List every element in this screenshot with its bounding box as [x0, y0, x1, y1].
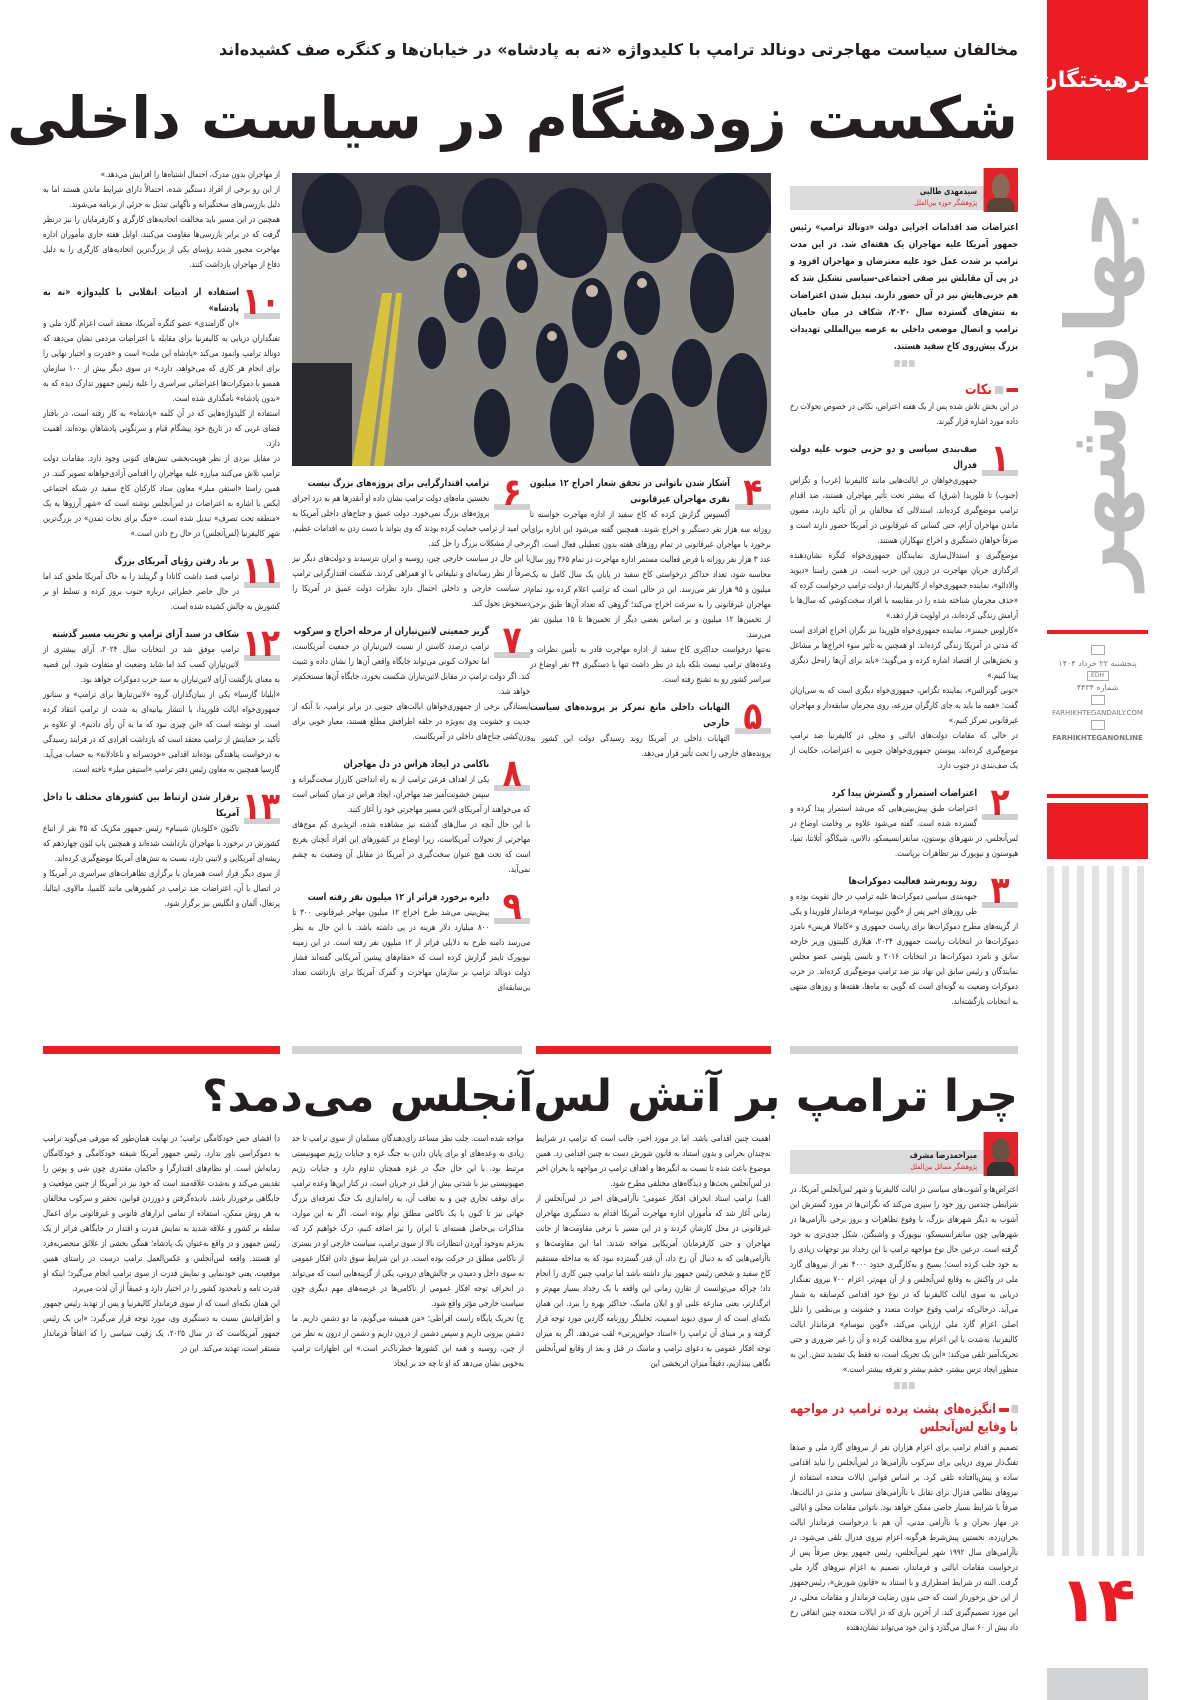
paragraph: آکسیوس گزارش کرده که کاخ سفید از اداره مهاجرت خواسته تا روزانه سه هزار نفر دستگیر و اخراج شوند. همچنین گفته می‌شود این اداره برای برخورد با مهاجران غیرقانونی در تمام روزهای هفته بدون تعطیلی فعال است. اگر عدد ۳ هزار نفر روزانه با فرض فعالیت مستمر اداره مهاجرت در تمام ۳۶۵ روز سال محاسبه شود، تعداد حداکثر درخواستی کاخ سفید در پایان یک سال کامل به یک میلیون و ۹۵ هزار نفر می‌رسد. این در حالی است که ترامپ اعلام کرده بود تمام مهاجران غیرقانونی را به سرعت اخراج می‌کند؛ گروهی که تعداد آن‌ها طبق برخی از تخمین‌ها ۱۲ میلیون و بر اساس بعضی دیگر از تخمین‌ها تا ۱۵ میلیون نفر می‌رسد. [530, 510, 771, 640]
section-number: ۴ [735, 476, 771, 510]
section-title: استفاده از ادبیات انقلابی با کلیدواژه «نه به پادشاه» [43, 287, 239, 314]
divider [1047, 630, 1148, 634]
section-title: بر باد رفتن رؤیای آمریکای بزرگ [114, 556, 239, 567]
paragraph: همچنین در این مسیر باید مخالفت اتحادیه‌های کارگری و کارفرمایان را نیز درنظر گرفت که در برابر بازرسی‌ها مقاومت می‌کنند. اوایل هفته جاری مأموران اداره مهاجرت مجبور شدند رؤسای یکی از بزرگ‌ترین اتحادیه‌های کارگری را به دلیل دفاع از مهاجران بازداشت کنند. [43, 215, 280, 270]
paragraph: مواجه شده است. جلب نظر مساعد رای‌دهندگان مسلمان از سوی ترامپ تا حد زیادی به وعده‌های او برای پایان دادن به جنگ غزه و جنایات رژیم صهیونیستی مرتبط بود. با این حال جنگ در غزه همچنان تداوم دارد و جنایات رژیم صهیونیستی نیز با شدتی بیش از قبل در جریان است. در کنار این‌ها وعده ترامپ برای توقف تجاری چین و به تعاقب آن، به راه‌اندازی یک جنگ تعرفه‌ای بزرگ جهانی نیز تا کنون با یک ناکامی مطلق توأم بوده است. اگر به این موارد، مذاکرات بی‌حاصل هسته‌ای با ایران را نیز اضافه کنیم، درک خواهیم کرد که به‌رغم به‌وجود آوردن انتظارات بالا از سوی ترامپ، سیاست خارجی او در بستری از ناکامی مطلق در حرکت بوده است. در این شرایط سوق دادن افکار عمومی به سوی داخل و دمیدن بر چالش‌های درونی، یکی از گزینه‌هایی است که می‌تواند در انحراف توجه افکار عمومی از ناکامی‌ها در عرصه‌های مهم دیگری چون سیاست خارجی مؤثر واقع شود. [292, 1134, 524, 1309]
article2-column-4 [43, 1132, 280, 1698]
author-photo [984, 1132, 1018, 1176]
section-title: ناکامی در ایجاد هراس در دل مهاجران [343, 759, 489, 770]
article-intro: اعتراض‌ها و آشوب‌های سیاسی در ایالت کالیفرنیا و شهر لس‌آنجلس آمریکا، در شرایطی چندمین روز خود را سپری می‌کند که نگرانی‌ها در مورد گسترش این آشوب به دیگر شهرهای بزرگ، با وقوع تظاهرات و بروز برخی ناآرامی‌ها در شهرهایی چون سانفرانسیسکو، نیویورک و واشنگتن، شکل جدی‌تری به خود گرفته است. درعین حال نوع مواجهه ترامپ با این رخداد نیز توجهات زیادی را به خود جلب کرده است؛ بسیج و به‌کارگیری حدود ۴۰۰۰ نفر از نیروهای گارد ملی در واکنش به وقایع لس‌آنجلس و از آن مهم‌تر، اعزام ۷۰۰ نیروی تفنگدار دریایی به سوی ایالت کالیفرنیا که در نوع خود اقدامی کم‌سابقه به شمار می‌آید. درحالی‌که ترامپ وقوع حوادث متعدد و خشونت و بی‌نظمی را دلیل اصلی اعزام گارد ملی ارزیابی می‌کند، «گوین نیوسام» فرماندار ایالت کالیفرنیا، به‌شدت با این اعزام نیرو مخالفت کرده و آن را غیر ضروری و حتی تحریک‌آمیز تلقی می‌کند: «این یک تحریک است، نه فقط یک تشدید تنش. این به منظور ایجاد ترس بیشتر، خشم بیشتر و تفرقه بیشتر است.» [790, 1185, 1018, 1375]
section-number: ۶ [494, 476, 530, 510]
paragraph: جبهه‌بندی سیاسی دموکرات‌ها علیه ترامپ در حال تقویت بوده و طی روزهای اخیر پس از «گوین نیوسام» فرماندار فلوریدا و یکی از گزینه‌های مطرح دموکرات‌ها برای ریاست جمهوری و «کامالا هریس» نامزد دموکرات‌ها در انتخابات ریاست جمهوری ۲۰۲۴، هیلاری کلینتون وزیر خارجه سابق و نامزد دموکرات‌ها در انتخابات ۲۰۱۶ و نانسی پلوسی عضو مجلس نمایندگان و رئیس سابق این نهاد نیز ضد ترامپ موضع‌گیری کرده‌اند. در حزب دموکرات وضعیت به گونه‌ای است که گویی به ماه‌ها، هفته‌ها و روزهای منتهی به انتخابات بازگشته‌اند. [790, 892, 1018, 1007]
author-photo [984, 168, 1018, 212]
issue-date: پنجشنبه ۲۲ خرداد ۱۴۰۴ [1058, 659, 1137, 668]
paragraph: ترامپ درصدد کاستن از نسبت لاتین‌تباران در جمعیت آمریکاست، اما تحولات کنونی می‌تواند جایگاه واقعی آن‌ها را نشان داده و تثبیت کند. اگر دولت ترامپ در مقابل لاتین‌تباران شکست بخورد، جایگاه آن‌ها مستحکم‌تر خواهد شد. [292, 642, 530, 697]
column-divider [536, 1046, 771, 1054]
article1-column-4 [43, 168, 280, 1042]
section-11 [43, 548, 280, 615]
paragraph: نخستین ماه‌های دولت ترامپ نشان داده او آنقدرها هم به درد اجرای پروژه‌های بزرگ نمی‌خورد. دولت عمیق و جناح‌های داخلی آمریکا به این امید از ترامپ حمایت کرده بودند که وی بتواند با دست زدن به اقدامات عظیم، برخی از مشکلات بزرگ را حل کند. [292, 494, 530, 549]
paragraph: «ان گارامندی» عضو کنگره آمریکا، معتقد است اعزام گارد ملی و تفنگداران دریایی به کالیفرنیا برای مقابله با اعتراضات مردمی نشان می‌دهد که دونالد ترامپ وانمود می‌کند «پادشاه این ملت» است و «قدرت و اختیار نهایی را برای انجام هر کاری که می‌خواهد، دارد.» در سوی دیگر بیش از ۱۰۰ سازمان همسو با دموکرات‌ها اعتراضاتی سراسری را علیه رئیس جمهور تدارک دیده که به «بدون پادشاه» نامگذاری شده است. [43, 319, 280, 404]
headline-kicker: مخالفان سیاست مهاجرتی دونالد ترامپ با کلیدواژه «نه به پادشاه» در خیابان‌ها و کنگره صف کشیده‌اند [218, 40, 1018, 59]
section-10 [43, 279, 280, 542]
paragraph: تاکنون «کلودیان شینبام» رئیس جمهور مکزیک که ۳۵ نفر از اتباع کشورش در برخورد با مهاجران بازداشت شده‌اند و همچنین پاپ لئون چهاردهم که ریشه‌ای آمریکایی و لاتینی دارد، نسبت به تنش‌های آمریکا موضع‌گیری کرده‌اند. [43, 824, 280, 864]
web-icon [1091, 695, 1105, 705]
section-title: آشکار شدن ناتوانی در تحقق شعار اخراج ۱۲ میلیون نفری مهاجران غیرقانونی [530, 478, 730, 505]
paragraph: از سوی دیگر قرار است همزمان با برگزاری تظاهرات‌های سراسری در آمریکا و در اتصال با آن، اعتراضات ضد ترامپ در کشورهایی مانند کلمبیا، مالاوی، ایتالیا، پرتغال، آلمان و انگلیس نیز برگزار شود. [43, 869, 280, 909]
divider [1047, 794, 1148, 798]
section-12 [43, 621, 280, 778]
column-divider [292, 1046, 522, 1054]
section-number: ۷ [494, 624, 530, 658]
issue-number: شماره ۴۴۳۴ [1076, 683, 1119, 692]
section-4 [530, 472, 771, 688]
separator-dots [790, 1382, 1018, 1397]
section-number: ۱۱ [241, 548, 280, 592]
section-5 [530, 694, 771, 762]
column-divider [43, 1046, 280, 1054]
paragraph: «کارلوس خیمنز»، نماینده جمهوری‌خواه فلوریدا نیز نگران اخراج افرادی است که مدتی در آمریکا زندگی کرده‌اند. او همچنین به تأثیر سوء اخراج‌ها بر مشاغل و بخش‌هایی از اقتصاد اشاره کرده و می‌گوید: «باید برای آن‌ها راه‌حل دیگری پیدا کنیم.» [790, 626, 1018, 681]
section-title: گریز جمعیتی لاتین‌تباران از مرحله اخراج و سرکوب [293, 626, 489, 637]
article2-column-3 [292, 1132, 524, 1698]
paragraph: یکی از اهداف فرعی ترامپ از به راه انداختن کارزار سخت‌گیرانه و سپس خشونت‌آمیز ضد مهاجران، ایجاد هراس در میان کسانی است که می‌خواهند از آمریکای لاتین مسیر مهاجرتی خود را آغاز کنند. [292, 775, 530, 815]
section-6 [292, 472, 530, 612]
section-number: ۲ [982, 786, 1018, 820]
section-2 [790, 780, 1018, 862]
separator-dots [790, 360, 1018, 375]
decorative-block [1047, 1668, 1148, 1700]
paragraph: ترامپ قصد داشت کانادا و گرینلند را به خاک آمریکا ملحق کند اما در حال حاضر خطراتی درباره جنوب بروز کرده و تسلط او بر کشورش به چالش کشیده شده است. [43, 572, 280, 612]
paragraph: ترامپ موفق شد در انتخابات سال ۲۰۲۴، آرای بیشتری از لاتین‌تباران کسب کند اما شاید وضعیت او متفاوت شود. این قضیه به معنای بازگشت آرای لاتین‌تباران به سبد حزب دموکرات خواهد بود. [43, 645, 280, 685]
section-title: ترامپ اقتدارگرایی برای پروژه‌های بزرگ نیست [307, 478, 489, 489]
column-divider [790, 1046, 1018, 1054]
section-title: برقرار شدن ارتباط بین کشورهای مختلف با داخل آمریکا [43, 792, 239, 819]
section-title: شکاف در سبد آرای ترامپ و تخریب مسیر گذشته [52, 629, 240, 640]
page-headline: شکست زودهنگام در سیاست داخلی [7, 84, 1018, 152]
section-number: ۱ [982, 442, 1018, 476]
author-name: سیدمهدی طالبی [919, 187, 977, 197]
paragraph: تصمیم و اقدام ترامپ برای اعزام هزاران نفر از نیروهای گارد ملی و صدها تفنگ‌دار نیروی دریایی برای سرکوب ناآرامی‌ها در لس‌آنجلس را نباید اقدامی ساده و پیش‌پاافتاده تلقی کرد. بر اساس قوانین ایالات متحده استفاده از نیروهای نظامی فدرال برای تقابل با ناآرامی‌های سیاسی و مدنی در ایالت‌ها، صرفاً با شرایط بسیار خاصی ممکن خواهد بود. ناتوانی مقامات محلی و ایالتی در مهار بحران و یا ناآرامی مدنی، آن هم با درخواست فرماندار ایالت بحران‌زده، نخستین پیش‌شرط هرگونه اعزام نیروی فدرال تلقی می‌شود. در ناآرامی‌های سال ۱۹۹۲ شهر لس‌آنجلس، رئیس جمهور بوش صرفاً پس از درخواست مقامات ایالتی و فرماندار، تصمیم به اعزام نیروهای گارد ملی گرفت. البته در شرایط اضطراری و با استناد به «قانون شورش»، رئیس‌جمهور از این حق برخوردار است که حتی بدون رضایت فرماندار و مقامات محلی، در این مورد تصمیم‌گیری کند. از آخرین باری که در ایالات متحده چنین اتفاقی رخ داد بیش از ۶۰ سال می‌گذرد و این خود می‌تواند نشان‌دهنده [790, 1443, 1018, 1633]
article2-title: چرا ترامپ بر آتش لس‌آنجلس می‌دمد؟ [202, 1071, 1018, 1122]
article1-column-3 [292, 472, 530, 1042]
section-8 [292, 751, 530, 878]
section-number: ۳ [982, 874, 1018, 908]
article2-column-1 [790, 1132, 1018, 1698]
paragraph: جمهوری‌خواهان در ایالت‌هایی مانند کالیفرنیا (غرب) و تگزاس (جنوب) تا فلوریدا (شرق) که بیشتر تحت تأثیر مهاجران هستند، ضد اقدام ترامپ موضع‌گیری کرده‌اند. استدلالی که مخالفان بر آن تأکید دارند، مصون ماندن مهاجران آرام، حتی کسانی که غیرقانونی در آمریکا حضور دارند است و صرفاً خواهان دستگیری و اخراج تبهکاران هستند. [790, 476, 1018, 546]
decorative-pattern [1047, 866, 1148, 1556]
section-9 [292, 884, 530, 996]
article1-column-1 [790, 168, 1018, 1042]
paragraph: «ایلیانا گارسیا» یکی از بنیان‌گذاران گروه «لاتین‌تبارها برای ترامپ» و سناتور جمهوری‌خواه ایالت فلوریدا، با انتشار بیانیه‌ای به شدت از ترامپ انتقاد کرده است. او نوشته است که «این چیزی نبود که ما به آن رأی دادیم». او علاوه بر تأکید بر حمایتش از ترامپ معتقد است که بازداشت افرادی که در فرایند رسیدگی به درخواست پناهندگی بوده‌اند اقدامی «خودسرانه و ناعادلانه» به حساب می‌آید. گارسیا همچنین به معاون رئیس دفتر ترامپ «استیفن میلر» تاخته است. [43, 690, 280, 775]
subheading: انگیزه‌های پشت پرده ترامپ در مواجهه با وقایع لس‌آنجلس [790, 1402, 1018, 1435]
paragraph: در مقابل نبردی از نظر هویت‌بخشی تنش‌های کنونی وجود دارد. مقامات دولت ترامپ تلاش می‌کنند مبارزه علیه مهاجران را اقدامی آزادی‌خواهانه تصویر کنند. در همین راستا «استفن میلر» معاون ستاد کارکنان کاخ سفید در شبکه اجتماعی ایکس با اشاره به اعتراضات در لس‌آنجلس نوشته است که «شهر آرزوها به یک «منطقه تحت تصرف» تبدیل شده است. «جنگ برای نجات تمدن» در بزرگ‌ترین شهر کالیفرنیا (لس‌آنجلس) در حال رخ دادن است.» [43, 454, 280, 539]
section-7 [292, 618, 530, 745]
article-lead: اعتراضات ضد اقدامات اجرایی دولت «دونالد ترامپ» رئیس جمهور آمریکا علیه مهاجران یک هفته‌ای شد. در این مدت ترامپ بر شدت عمل خود علیه معترضان و مهاجران افزود و در پی آن مقابلش نیز صفی اجتماعی-سیاسی تشکیل شد که هم حزبی‌هایش نیز در آن حضور دارند. تبدیل شدن اعتراضات به تنش‌های گسترده سال ۲۰۲۰، شکاف در میان حامیان ترامپ و اتصال موضعی داخلی به عرصه بین‌المللی تهدیدات بزرگ پیش‌روی کاخ سفید هستند. [790, 222, 1018, 352]
paragraph: د) افشای حس خودکامگی ترامپ؛ در نهایت همان‌طور که مورفی می‌گوید ترامپ به دموکراسی باور ندارد. رئیس جمهور آمریکا شیفته خودکامگی و خودکامگان زمانه‌اش است. او نظام‌های اقتدارگرا و حاکمان مقتدری چون شی و پوتین را تقدیس می‌کند و به‌شدت علاقه‌مند است که خود نیز در آمریکا از چنین موقعیت و جایگاهی برخوردار باشد. نادیده‌گرفتن و دورزدن قوانین، تحقیر و سرکوب مخالفان به هر روش ممکن، استفاده از تمامی ابزارهای قانونی و غیرقانونی برای اعمال سلطه بر کشور و علاقه شدید به نمایش قدرت و اقتدار در جایگاهی فراتر از یک رئیس جمهور و در واقع به‌عنوان یک پادشاه؛ همگی بخشی از علائق منحصربه‌فرد او هستند. واقعه لس‌آنجلس و عکس‌العمل ترامپ درست در راستای همین موقعیت، یعنی خودنمایی و نمایش قدرت از سوی ترامپ انجام می‌گیرد؛ اینکه او قدرت تامه و نامحدود کشور را در اختیار دارد و عمیقاً از آن لذت می‌برد. [43, 1134, 280, 1294]
paragraph: از مهاجران بدون مدرک، احتمال اشتباه‌ها را افزایش می‌دهد.» [100, 170, 280, 180]
decorative-block [1047, 803, 1148, 859]
section-number: ۱۰ [241, 279, 280, 323]
paragraph: ج) تحریک پایگاه راست افراطی؛ «من همیشه می‌گویم، ما دو دشمن داریم. ما دشمن بیرونی داریم و سپس دشمن از درون داریم و دشمن از درون به نظر من از چین، روسیه و همه این کشورها خطرناک‌تر است.» این اظهارات ترامپ به‌خوبی نشان می‌دهد که او تا چه حد بر ایجاد [292, 1314, 524, 1369]
section-title: روند رو‌به‌رشد فعالیت دموکرات‌ها [848, 876, 977, 887]
sidebar [1039, 0, 1156, 1700]
section-number: ۸ [494, 757, 530, 791]
protest-photo [292, 173, 771, 466]
paragraph: اعتراضات طبق پیش‌بینی‌هایی که می‌شد استمرار پیدا کرده و گسترده شده است. گفته می‌شود علاوه بر وخامت اوضاع در لس‌آنجلس، در شهرهای بوستون، سانفرانسیسکو، دالاس، شیکاگو، آتلانتا، تمپا، هیوستون و نیویورک نیز تظاهرات برپاست. [790, 804, 1018, 859]
author-role: پژوهشگر مسائل بین‌الملل [910, 1162, 977, 1171]
author-box [790, 168, 1018, 214]
article1-column-2 [530, 472, 771, 1042]
section-1 [790, 436, 1018, 774]
author-name: میراحمدرضا مشرف [909, 1151, 977, 1161]
page-number: ۱۴ [1059, 1563, 1136, 1636]
article2-column-2 [536, 1132, 771, 1698]
section-title: دایره برخورد فراتر از ۱۲ میلیون نفر رفته است [307, 892, 489, 903]
section-title: اعتراضات استمرار و گسترش پیدا کرد [831, 788, 977, 799]
police-line-image [292, 173, 771, 466]
paragraph: استفاده از کلیدواژه‌هایی که در آن کلمه «پادشاه» به کار رفته است، در بافتار فضای غربی که در تاریخ خود پیشگام قیام و سرنگونی پادشاهان بوده‌اند، اهمیت دارد. [43, 409, 280, 449]
section-title: التهابات داخلی مانع تمرکز بر پرونده‌های سیاست خارجی [530, 702, 730, 729]
calendar-icon [1091, 645, 1105, 655]
paragraph: این همان نکته‌ای است که از سوی فرماندار کالیفرنیا و پس از تهدید رئیس جمهور و اطرافیانش نسبت به دستگیری وی، مورد توجه قرار می‌گیرد: «این یک رئیس جمهور آمریکاست که در سال ۲۰۲۵، یک رقیب سیاسی را که اتفاقاً فرماندار مستقر است، تهدید می‌کند. این در [43, 1299, 280, 1354]
paragraph: از این رو برخی از افراد دستگیر شده، احتمالاً دارای شرایط ماندن هستند اما به دلیل بازرسی‌های سختگیرانه و ناگهانی تبدیل به جزئی از برنامه می‌شوند. [43, 185, 280, 210]
paragraph: با این حال در سیاست خارجی چین، روسیه و ایران نترسیدند و دولت‌های دیگر نیز صرفاً از نظر رسانه‌ای و تبلیغاتی با او همراهی کردند. شکست اقتدارگرایی ترامپ در سیاست خارجی و داخلی احتمال دارد نظرات دولت عمیق در آمریکا را دستخوش تحول کند. [292, 554, 530, 609]
author-role: پژوهشگر حوزه بین‌الملل [914, 198, 977, 207]
author-box [790, 1132, 1018, 1178]
paragraph: «تونی گونزالس»، نماینده تگزاس، جمهوری‌خواه دیگری است که به سی‌ان‌ان گفت: «همه ما باید به جای کارگران مزرعه، روی مجرمان سابقه‌دار و مهاجران غیرقانونی تمرکز کنیم.» [790, 686, 1018, 726]
section-number: ۹ [494, 890, 530, 924]
paragraph: التهابات داخلی در آمریکا روند رسیدگی دولت این کشور به پرونده‌های خارجی را تحت تأثیر قرار می‌دهد. [530, 734, 771, 759]
paragraph: اهمیت چنین اقدامی باشد. اما در مورد اخیر، جالب است که ترامپ در شرایط نه‌چندان بحرانی و بدون استناد به قانون شورش دست به چنین اقدامی زد. همین موضوع باعث شده تا نسبت به انگیزه‌ها و اهداف ترامپ در مواجهه با بحران اخیر در لس‌آنجلس بحث‌ها و دیدگاه‌های مختلفی مطرح شود. [536, 1134, 771, 1189]
section-name: جهان‌شهر [1049, 190, 1145, 590]
website-link[interactable]: FARHIKHTEGANDAILY.COM [1052, 709, 1143, 717]
paragraph: موضع‌گیری و استدلال‌سازی نمایندگان جمهوری‌خواه کنگره نشان‌دهنده اثرگذاری جریان مهاجرت در درون این حزب است. در همین راستا «دیوید والادائو»، نماینده جمهوری‌خواه از کالیفرنیا، از دولت ترامپ درخواست کرده که «حذف مجرمان شناخته شده را در مقایسه با افراد سخت‌کوشی که سال‌ها با آرامش زندگی کرده‌اند، در اولویت قرار دهد.» [790, 551, 1018, 621]
paragraph: با این حال آنچه در سال‌های گذشته نیز مشاهده شده، اثرپذیری کم موج‌های مهاجرتی از تحولات آمریکاست، زیرا اوضاع در کشورهای این افراد آنچنان بغرنج است که تحت هیچ عنوان سخت‌گیری در آمریکا در مقابل آن وضعیت به چشم نمی‌آید. [292, 820, 530, 875]
section-number: ۵ [735, 700, 771, 734]
issue-info [1047, 642, 1148, 742]
paragraph: نه‌تنها درخواست حداکثری کاخ سفید از اداره مهاجرت قادر به تأمین نظرات و وعده‌های ترامپ نیست بلکه باید در نظر داشت تنها با دستگیری ۴۴ نفر اوضاع در سراسر کشور رو به تشنج رفته است. [530, 645, 771, 685]
section-title: صف‌بندی سیاسی و دو حزبی جنوب علیه دولت فدرال [790, 444, 977, 471]
paragraph: ایستادگی برخی از جمهوری‌خواهان ایالت‌های جنوبی در برابر ترامپ، با آنکه از جدیت و خشونت وی به‌ویژه در حلقه اطرافش مطلع هستند، معیار خوبی برای وزن‌کشی جناح‌های داخلی در آمریکاست. [292, 702, 530, 742]
issue-badge: EDH [1087, 671, 1109, 681]
paragraph: پیش‌بینی می‌شد طرح اخراج ۱۲ میلیون مهاجر غیرقانونی ۳۰۰ تا ۸۰۰ میلیارد دلار هزینه در پی داشته باشد. با این حال به نظر می‌رسد دامنه طرح به دلایلی فراتر از ۱۲ میلیون نفر رفته است. در این زمینه نیویورک تایمز گزارش کرده است که «مقام‌های پیشین آمریکایی گفته‌اند فشار دولت دونالد ترامپ بر سازمان مهاجرت و گمرک آمریکا برای بازداشت تعداد بی‌سابقه‌ای [292, 908, 530, 993]
social-handle[interactable]: FARHIKHTEGANONLINE [1052, 734, 1143, 742]
section-3 [790, 868, 1018, 1010]
paragraph: در حالی که مقامات دولت‌های ایالتی و محلی در کالیفرنیا ضد ترامپ موضع‌گیری کرده‌اند، پیوستن جمهوری‌خواهان جنوبی به اعتراضات، حکایت از یک صف‌بندی در جنوب دارد. [790, 731, 1018, 771]
section-number: ۱۳ [241, 784, 280, 828]
social-icon [1091, 720, 1105, 730]
notes-text: در این بخش تلاش شده پس از یک هفته اعتراض، نکاتی در خصوص تحولات رخ داده مورد اشاره قرار گیرند. [790, 402, 1018, 427]
section-13 [43, 784, 280, 912]
paragraph: الف) ترامپ استاد انحراف افکار عمومی؛ ناآرامی‌های اخیر در لس‌آنجلس از زمانی آغاز شد که مأموران اداره مهاجرت آمریکا اقدام به دستگیری مهاجران غیرقانونی در محل کارشان کردند و در این مسیر با برخی مقاومت‌ها از جانب مهاجران و حتی کارفرمایان آمریکایی مواجه شدند. اما این مقاومت‌ها و ناآرامی‌هایی که به دنبال آن رخ داد، آن قدر گسترده نبود که به مداخله مستقیم کاخ سفید و شخص رئیس جمهور نیاز داشته باشد اما ترامپ چنین کاری را انجام داد؛ چراکه می‌توانست از تقارن زمانی این واقعه با یک رخداد بسیار مهم‌تر و اثرگذارتر، یعنی منازعه علنی او و ایلان ماسک، حداکثر بهره را ببرد. این همان نکته‌ای است که از سوی دیوید اسمیت، تحلیلگر روزنامه گاردین مورد توجه قرار گرفته و بر مبنای آن ترامپ را «استاد حواس‌پرتی» لقب می‌دهد. اگر به میزان توجه افکار عمومی به دعوای ترامپ و ماسک در قبل و بعد از وقایع لس‌آنجلس نگاهی بیندازیم، دقیقاً میزان اثربخشی این [536, 1194, 771, 1369]
section-number: ۱۲ [241, 621, 280, 665]
notes-heading: نکات [790, 383, 1018, 398]
newspaper-logo[interactable]: فرهیختگان [1047, 0, 1148, 160]
